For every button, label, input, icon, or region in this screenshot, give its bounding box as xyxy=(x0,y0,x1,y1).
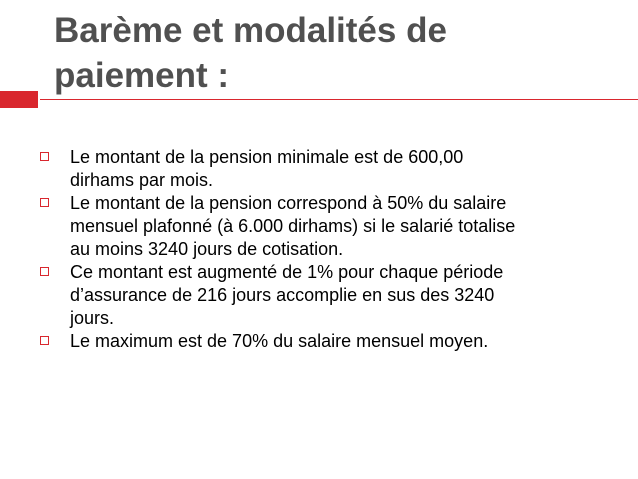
slide-title-line-1: Barème et modalités de xyxy=(54,11,447,50)
bullet-text-1: Le montant de la pension minimale est de 600,00 dirhams par mois. xyxy=(70,147,464,190)
slide-title-line-2: paiement : xyxy=(54,56,230,95)
hollow-square-icon xyxy=(40,267,49,276)
accent-bar xyxy=(0,91,38,108)
bullet-item-1 xyxy=(40,146,620,192)
bullet-item-4 xyxy=(40,330,620,353)
hollow-square-icon xyxy=(40,336,49,345)
bullet-item-2 xyxy=(40,192,620,261)
bullet-item-3 xyxy=(40,261,620,330)
bullet-text-3: Ce montant est augmenté de 1% pour chaque période d’assurance de 216 jours accomplie en sus des 3240 jours. xyxy=(70,262,504,328)
hollow-square-icon xyxy=(40,198,49,207)
bullet-list xyxy=(40,146,620,353)
title-divider xyxy=(40,99,638,100)
bullet-text-2: Le montant de la pension correspond à 50% du salaire mensuel plafonné (à 6.000 dirhams) si le salarié totalise au moins 3240 jours de cotisation. xyxy=(70,193,516,259)
hollow-square-icon xyxy=(40,152,49,161)
bullet-text-4: Le maximum est de 70% du salaire mensuel moyen. xyxy=(70,331,489,351)
slide-title xyxy=(54,8,534,98)
